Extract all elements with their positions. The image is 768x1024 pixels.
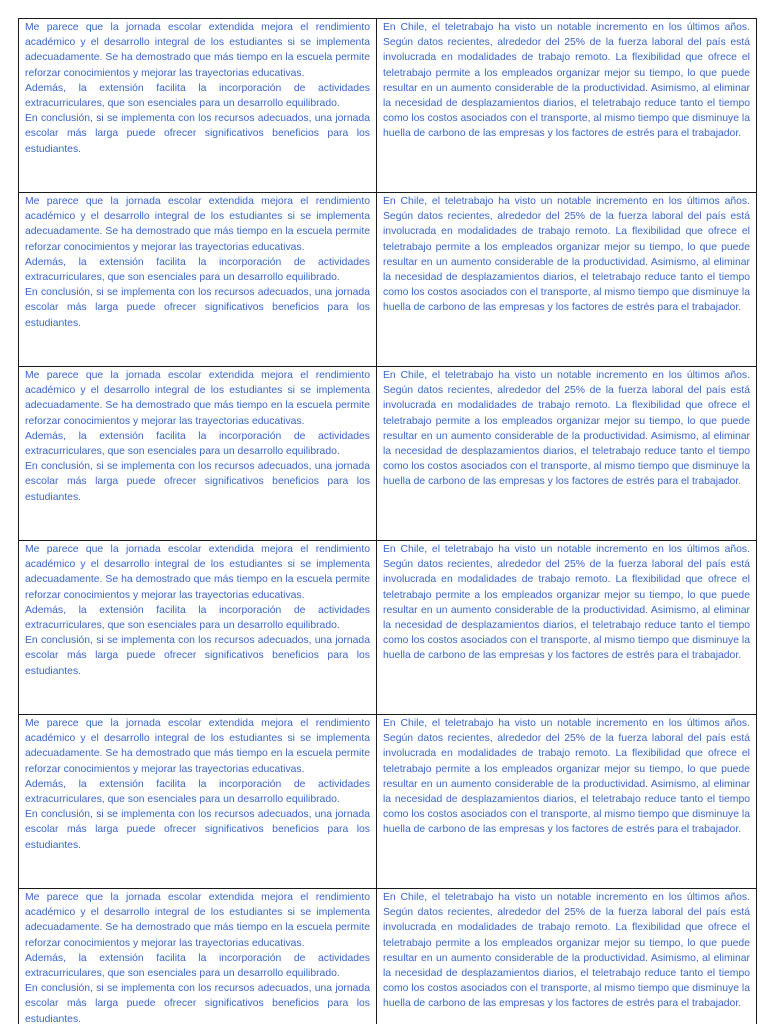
table-row	[19, 889, 757, 1024]
table-row	[19, 715, 757, 889]
right-cell	[377, 889, 757, 1024]
table-row	[19, 19, 757, 193]
right-paragraph-1: En Chile, el teletrabajo ha visto un notable incremento en los últimos años. Según datos recientes, alrededor del 25% de la fuerza laboral del país está involucrada en modalidades de trabajo remoto. La flexibilidad que ofrece el teletrabajo permite a los empleados organizar mejor su tiempo, lo que puede resultar en un aumento considerable de la productividad. Asimismo, al eliminar la necesidad de desplazamientos diarios, el teletrabajo reduce tanto el tiempo como los costos asociados con el transporte, al mismo tiempo que disminuye la huella de carbono de las empresas y los factores de estrés para el trabajador.	[383, 196, 750, 314]
left-paragraph-3: En conclusión, si se implementa con los recursos adecuados, una jornada escolar más larga puede ofrecer significativos beneficios para los estudiantes.	[25, 809, 370, 851]
right-cell	[377, 541, 757, 715]
left-cell	[19, 715, 377, 889]
left-paragraph-1: Me parece que la jornada escolar extendida mejora el rendimiento académico y el desarrollo integral de los estudiantes si se implementa adecuadamente. Se ha demostrado que más tiempo en la escuela permite reforzar conocimientos y mejorar las trayectorias educativas.	[25, 370, 370, 427]
table-row	[19, 541, 757, 715]
text-table	[18, 18, 757, 1024]
left-paragraph-2: Además, la extensión facilita la incorporación de actividades extracurriculares, que son esenciales para un desarrollo equilibrado.	[25, 256, 370, 284]
right-paragraph-1: En Chile, el teletrabajo ha visto un notable incremento en los últimos años. Según datos recientes, alrededor del 25% de la fuerza laboral del país está involucrada en modalidades de trabajo remoto. La flexibilidad que ofrece el teletrabajo permite a los empleados organizar mejor su tiempo, lo que puede resultar en un aumento considerable de la productividad. Asimismo, al eliminar la necesidad de desplazamientos diarios, el teletrabajo reduce tanto el tiempo como los costos asociados con el transporte, al mismo tiempo que disminuye la huella de carbono de las empresas y los factores de estrés para el trabajador.	[383, 544, 750, 662]
left-paragraph-3: En conclusión, si se implementa con los recursos adecuados, una jornada escolar más larga puede ofrecer significativos beneficios para los estudiantes.	[25, 461, 370, 503]
table-row	[19, 367, 757, 541]
left-paragraph-1: Me parece que la jornada escolar extendida mejora el rendimiento académico y el desarrollo integral de los estudiantes si se implementa adecuadamente. Se ha demostrado que más tiempo en la escuela permite reforzar conocimientos y mejorar las trayectorias educativas.	[25, 718, 370, 775]
right-cell	[377, 367, 757, 541]
left-paragraph-2: Además, la extensión facilita la incorporación de actividades extracurriculares, que son esenciales para un desarrollo equilibrado.	[25, 82, 370, 110]
left-paragraph-3: En conclusión, si se implementa con los recursos adecuados, una jornada escolar más larga puede ofrecer significativos beneficios para los estudiantes.	[25, 983, 370, 1024]
right-cell	[377, 715, 757, 889]
left-cell	[19, 193, 377, 367]
right-paragraph-1: En Chile, el teletrabajo ha visto un notable incremento en los últimos años. Según datos recientes, alrededor del 25% de la fuerza laboral del país está involucrada en modalidades de trabajo remoto. La flexibilidad que ofrece el teletrabajo permite a los empleados organizar mejor su tiempo, lo que puede resultar en un aumento considerable de la productividad. Asimismo, al eliminar la necesidad de desplazamientos diarios, el teletrabajo reduce tanto el tiempo como los costos asociados con el transporte, al mismo tiempo que disminuye la huella de carbono de las empresas y los factores de estrés para el trabajador.	[383, 22, 750, 140]
right-paragraph-1: En Chile, el teletrabajo ha visto un notable incremento en los últimos años. Según datos recientes, alrededor del 25% de la fuerza laboral del país está involucrada en modalidades de trabajo remoto. La flexibilidad que ofrece el teletrabajo permite a los empleados organizar mejor su tiempo, lo que puede resultar en un aumento considerable de la productividad. Asimismo, al eliminar la necesidad de desplazamientos diarios, el teletrabajo reduce tanto el tiempo como los costos asociados con el transporte, al mismo tiempo que disminuye la huella de carbono de las empresas y los factores de estrés para el trabajador.	[383, 370, 750, 488]
table-row	[19, 193, 757, 367]
left-paragraph-2: Además, la extensión facilita la incorporación de actividades extracurriculares, que son esenciales para un desarrollo equilibrado.	[25, 430, 370, 458]
left-cell	[19, 19, 377, 193]
left-paragraph-2: Además, la extensión facilita la incorporación de actividades extracurriculares, que son esenciales para un desarrollo equilibrado.	[25, 952, 370, 980]
right-paragraph-1: En Chile, el teletrabajo ha visto un notable incremento en los últimos años. Según datos recientes, alrededor del 25% de la fuerza laboral del país está involucrada en modalidades de trabajo remoto. La flexibilidad que ofrece el teletrabajo permite a los empleados organizar mejor su tiempo, lo que puede resultar en un aumento considerable de la productividad. Asimismo, al eliminar la necesidad de desplazamientos diarios, el teletrabajo reduce tanto el tiempo como los costos asociados con el transporte, al mismo tiempo que disminuye la huella de carbono de las empresas y los factores de estrés para el trabajador.	[383, 892, 750, 1010]
left-cell	[19, 367, 377, 541]
left-paragraph-3: En conclusión, si se implementa con los recursos adecuados, una jornada escolar más larga puede ofrecer significativos beneficios para los estudiantes.	[25, 113, 370, 155]
left-paragraph-1: Me parece que la jornada escolar extendida mejora el rendimiento académico y el desarrollo integral de los estudiantes si se implementa adecuadamente. Se ha demostrado que más tiempo en la escuela permite reforzar conocimientos y mejorar las trayectorias educativas.	[25, 892, 370, 949]
table-body	[19, 19, 757, 1024]
left-cell	[19, 889, 377, 1024]
right-cell	[377, 19, 757, 193]
left-paragraph-1: Me parece que la jornada escolar extendida mejora el rendimiento académico y el desarrollo integral de los estudiantes si se implementa adecuadamente. Se ha demostrado que más tiempo en la escuela permite reforzar conocimientos y mejorar las trayectorias educativas.	[25, 22, 370, 79]
left-cell	[19, 541, 377, 715]
right-paragraph-1: En Chile, el teletrabajo ha visto un notable incremento en los últimos años. Según datos recientes, alrededor del 25% de la fuerza laboral del país está involucrada en modalidades de trabajo remoto. La flexibilidad que ofrece el teletrabajo permite a los empleados organizar mejor su tiempo, lo que puede resultar en un aumento considerable de la productividad. Asimismo, al eliminar la necesidad de desplazamientos diarios, el teletrabajo reduce tanto el tiempo como los costos asociados con el transporte, al mismo tiempo que disminuye la huella de carbono de las empresas y los factores de estrés para el trabajador.	[383, 718, 750, 836]
right-cell	[377, 193, 757, 367]
left-paragraph-2: Además, la extensión facilita la incorporación de actividades extracurriculares, que son esenciales para un desarrollo equilibrado.	[25, 604, 370, 632]
left-paragraph-1: Me parece que la jornada escolar extendida mejora el rendimiento académico y el desarrollo integral de los estudiantes si se implementa adecuadamente. Se ha demostrado que más tiempo en la escuela permite reforzar conocimientos y mejorar las trayectorias educativas.	[25, 544, 370, 601]
left-paragraph-2: Además, la extensión facilita la incorporación de actividades extracurriculares, que son esenciales para un desarrollo equilibrado.	[25, 778, 370, 806]
left-paragraph-1: Me parece que la jornada escolar extendida mejora el rendimiento académico y el desarrollo integral de los estudiantes si se implementa adecuadamente. Se ha demostrado que más tiempo en la escuela permite reforzar conocimientos y mejorar las trayectorias educativas.	[25, 196, 370, 253]
left-paragraph-3: En conclusión, si se implementa con los recursos adecuados, una jornada escolar más larga puede ofrecer significativos beneficios para los estudiantes.	[25, 635, 370, 677]
left-paragraph-3: En conclusión, si se implementa con los recursos adecuados, una jornada escolar más larga puede ofrecer significativos beneficios para los estudiantes.	[25, 287, 370, 329]
